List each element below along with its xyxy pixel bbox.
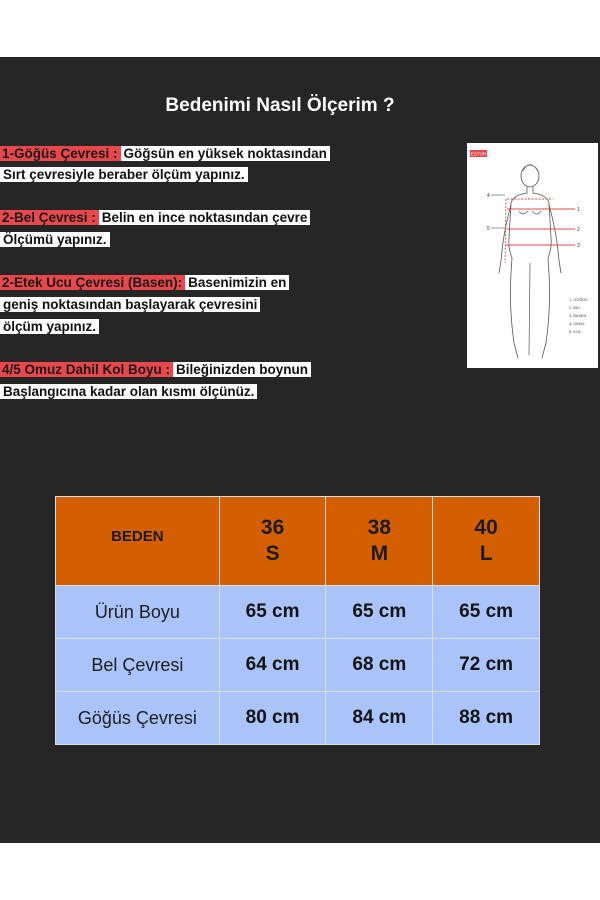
beden-header: BEDEN bbox=[56, 497, 220, 586]
instruction-2-line-1 bbox=[0, 209, 310, 226]
size-letter: S bbox=[265, 542, 280, 565]
marker-2: 2 bbox=[577, 227, 580, 233]
instruction-4-text-2: Başlangıcına kadar olan kısmı ölçünüz. bbox=[0, 384, 257, 399]
legend-2: 2- BEL bbox=[569, 306, 581, 310]
body-silhouette-illustration bbox=[467, 143, 598, 368]
instruction-3-line-1 bbox=[0, 274, 289, 291]
row-label: Ürün Boyu bbox=[56, 586, 220, 639]
legend-3: 3- BASEN bbox=[569, 314, 587, 318]
size-letter: M bbox=[370, 542, 389, 565]
instruction-3-text: Basenimizin en bbox=[185, 275, 289, 290]
instruction-1-text-2: Sırt çevresiyle beraber ölçüm yapınız. bbox=[0, 167, 248, 182]
instruction-1-text: Göğsün en yüksek noktasından bbox=[121, 146, 330, 161]
size-col-38 bbox=[326, 497, 433, 586]
instruction-2-heading: 2-Bel Çevresi : bbox=[0, 210, 99, 225]
size-letter: L bbox=[479, 542, 493, 565]
instruction-4-heading: 4/5 Omuz Dahil Kol Boyu : bbox=[0, 362, 173, 377]
table-cell: 65 cm bbox=[219, 586, 326, 639]
marker-4: 4 bbox=[487, 193, 490, 199]
instruction-3-heading: 2-Etek Ucu Çevresi (Basen): bbox=[0, 275, 185, 290]
measurement-figure bbox=[467, 143, 598, 368]
table-row bbox=[56, 639, 540, 692]
marker-3: 3 bbox=[577, 243, 580, 249]
table-cell: 84 cm bbox=[326, 692, 433, 745]
legend-4: 4- OMUZ bbox=[569, 322, 585, 326]
table-cell: 65 cm bbox=[433, 586, 540, 639]
table-cell: 80 cm bbox=[219, 692, 326, 745]
table-cell: 64 cm bbox=[219, 639, 326, 692]
instruction-2-text: Belin en ince noktasından çevre bbox=[99, 210, 311, 225]
size-number: 40 bbox=[474, 516, 498, 539]
page-title: Bedenimi Nasıl Ölçerim ? bbox=[165, 95, 395, 116]
row-label: Bel Çevresi bbox=[56, 639, 220, 692]
instruction-2-text-2: Ölçümü yapınız. bbox=[0, 232, 110, 247]
size-chart-table bbox=[55, 496, 540, 745]
instruction-3-text-3: ölçüm yapınız. bbox=[0, 319, 99, 334]
instruction-3-text-2: geniş noktasından başlayarak çevresini bbox=[0, 297, 260, 312]
marker-1: 1 bbox=[577, 207, 580, 213]
table-cell: 72 cm bbox=[433, 639, 540, 692]
table-cell: 68 cm bbox=[326, 639, 433, 692]
instruction-1-heading: 1-Göğüs Çevresi : bbox=[0, 146, 121, 161]
size-header-row bbox=[56, 497, 540, 586]
instruction-2-line-2 bbox=[0, 231, 110, 248]
figure-badge: ESTOR bbox=[470, 151, 487, 157]
instruction-3-line-2 bbox=[0, 296, 260, 313]
table-row bbox=[56, 586, 540, 639]
instruction-3-line-3 bbox=[0, 318, 99, 335]
table-row bbox=[56, 692, 540, 745]
size-number: 38 bbox=[367, 516, 392, 539]
legend-1: 1- GÖĞÜS bbox=[569, 298, 588, 302]
marker-5: 5 bbox=[487, 226, 490, 232]
size-col-36 bbox=[219, 497, 326, 586]
legend-5: 5- KOL bbox=[569, 330, 582, 334]
table-cell: 88 cm bbox=[433, 692, 540, 745]
instruction-4-text: Bileğinizden boynun bbox=[173, 362, 311, 377]
size-col-40 bbox=[433, 497, 540, 586]
instruction-1-line-2 bbox=[0, 166, 248, 183]
instruction-4-line-2 bbox=[0, 383, 257, 400]
instruction-4-line-1 bbox=[0, 361, 311, 378]
row-label: Göğüs Çevresi bbox=[56, 692, 220, 745]
table-cell: 65 cm bbox=[326, 586, 433, 639]
instruction-1-line-1 bbox=[0, 145, 330, 162]
size-number: 36 bbox=[260, 516, 285, 539]
